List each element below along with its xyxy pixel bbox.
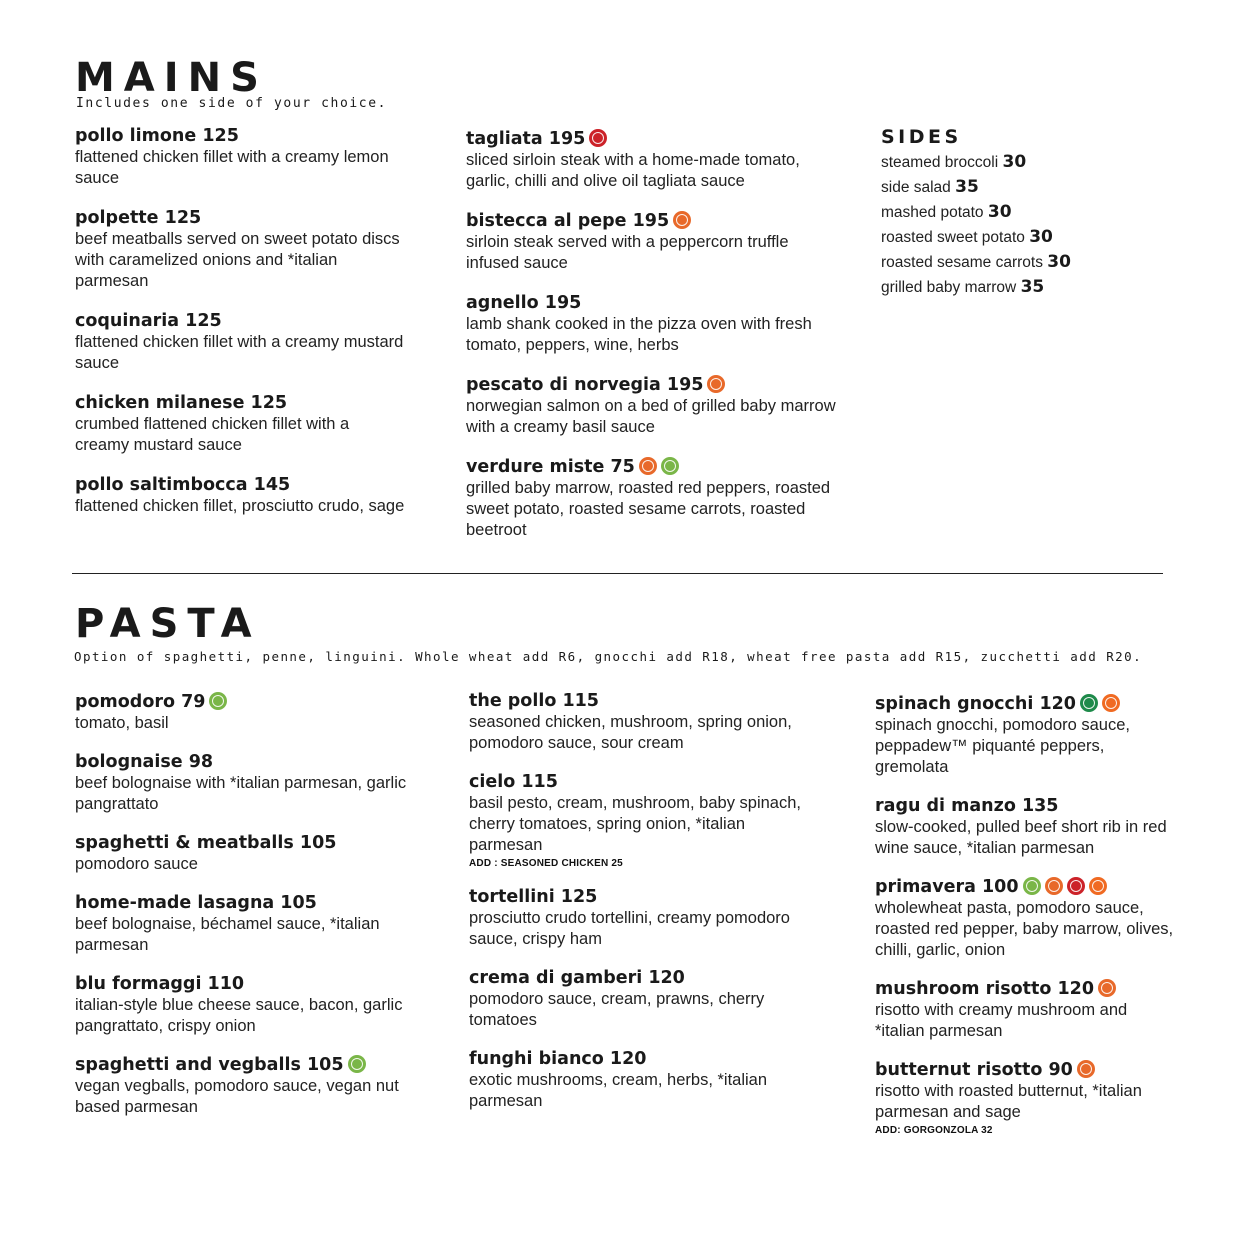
side-item-name: steamed broccoli [881,154,999,171]
menu-item-description: flattened chicken fillet, prosciutto crudo, sage [75,497,405,515]
vegan-badge-icon [348,1055,366,1073]
menu-item [466,374,846,438]
menu-item-description: tomato, basil [75,714,169,732]
menu-item-description: flattened chicken fillet with a creamy lemon sauce [75,148,389,187]
menu-item [75,892,415,956]
side-item [881,275,1141,300]
menu-item-name-text: mushroom risotto 120 [875,979,1095,999]
menu-item [875,795,1175,859]
menu-item-name [75,751,415,773]
menu-item-name-text: chicken milanese 125 [75,393,288,413]
menu-item-description: risotto with roasted butternut, *italian parmesan and sage [875,1082,1142,1121]
menu-item-name [875,978,1175,1000]
nut-badge-icon [639,457,657,475]
mains-column-2 [466,128,846,559]
menu-item-addon: ADD : SEASONED CHICKEN 25 [469,858,623,869]
menu-item-name [75,125,405,147]
menu-item [466,128,846,192]
nut-badge-icon [673,211,691,229]
menu-item-name-text: pomodoro 79 [75,692,206,712]
menu-item-description: wholewheat pasta, pomodoro sauce, roasted red pepper, baby marrow, olives, chilli, garlic, onion [875,899,1174,959]
section-divider [72,573,1163,574]
menu-item-name-text: butternut risotto 90 [875,1060,1073,1080]
menu-item-description: seasoned chicken, mushroom, spring onion, pomodoro sauce, sour cream [469,713,792,752]
menu-item-name-text: tortellini 125 [469,887,598,907]
menu-item-name-text: cielo 115 [469,772,558,792]
side-item-name: roasted sesame carrots [881,254,1043,271]
menu-item-description: grilled baby marrow, roasted red peppers, roasted sweet potato, roasted sesame carrots, roasted beetroot [466,479,831,539]
menu-item-name-text: funghi bianco 120 [469,1049,647,1069]
menu-item-description: sirloin steak served with a peppercorn truffle infused sauce [466,233,789,272]
side-item [881,250,1141,275]
mains-title: MAINS [75,55,268,101]
menu-item-name-text: crema di gamberi 120 [469,968,685,988]
side-item-name: roasted sweet potato [881,229,1025,246]
menu-item [469,1048,809,1112]
menu-item-name-text: coquinaria 125 [75,311,222,331]
menu-item-description: beef bolognaise, béchamel sauce, *italian parmesan [75,915,380,954]
menu-item [75,207,405,292]
pasta-subtitle: Option of spaghetti, penne, linguini. Whole wheat add R6, gnocchi add R18, wheat free pasta add R15, zucchetti add R20. [74,649,1143,664]
side-item-price: 30 [1029,227,1053,247]
menu-item-name [466,456,846,478]
menu-item [75,392,405,456]
chilli-badge-icon [1067,877,1085,895]
menu-item [875,978,1175,1042]
menu-item [466,210,846,274]
menu-item-description: beef bolognaise with *italian parmesan, garlic pangrattato [75,774,407,813]
menu-item-name-text: pollo limone 125 [75,126,239,146]
vegetarian-badge-icon [1080,694,1098,712]
menu-item-description: exotic mushrooms, cream, herbs, *italian parmesan [469,1071,768,1110]
menu-item-description: pomodoro sauce, cream, prawns, cherry tomatoes [469,990,765,1029]
vegan-badge-icon [209,692,227,710]
pasta-column-1 [75,691,415,1135]
menu-item-name [75,207,405,229]
side-item [881,175,1141,200]
menu-item-name-text: blu formaggi 110 [75,974,245,994]
side-item-price: 35 [1020,277,1045,297]
menu-item-name-text: agnello 195 [466,293,582,313]
menu-item [875,1059,1175,1136]
menu-item-name [469,1048,809,1070]
menu-item-name [75,310,405,332]
menu-item [469,886,809,950]
menu-item-name [75,392,405,414]
menu-item [75,751,415,815]
vegan-badge-icon [1023,877,1041,895]
nut-badge-icon [1077,1060,1095,1078]
menu-item-addon: ADD: GORGONZOLA 32 [875,1125,993,1136]
menu-item-description: beef meatballs served on sweet potato discs with caramelized onions and *italian parmesan [75,230,400,290]
menu-item [75,973,415,1037]
menu-item-name [75,892,415,914]
menu-item-name [75,691,415,713]
menu-item-description: vegan vegballs, pomodoro sauce, vegan nut based parmesan [75,1077,399,1116]
menu-item [75,1054,415,1118]
menu-item-name [75,973,415,995]
side-item [881,150,1141,175]
menu-item-description: lamb shank cooked in the pizza oven with fresh tomato, peppers, wine, herbs [466,315,812,354]
menu-item-description: crumbed flattened chicken fillet with a creamy mustard sauce [75,415,350,454]
dairy-free-badge-icon [1102,694,1120,712]
menu-item-name-text: polpette 125 [75,208,202,228]
menu-item-description: risotto with creamy mushroom and *italian parmesan [875,1001,1128,1040]
menu-item-name-text: ragu di manzo 135 [875,796,1059,816]
menu-item-description: pomodoro sauce [75,855,198,873]
side-item-price: 30 [1047,252,1071,272]
side-item [881,200,1141,225]
nut-badge-icon [1045,877,1063,895]
menu-item-name [466,374,846,396]
menu-item [75,474,405,517]
menu-item-name-text: bistecca al pepe 195 [466,211,670,231]
menu-item-name-text: pollo saltimbocca 145 [75,475,291,495]
side-item-name: mashed potato [881,204,984,221]
side-item-price: 30 [987,202,1012,222]
menu-item-name-text: verdure miste 75 [466,457,635,477]
menu-item [466,292,846,356]
side-item-price: 35 [955,177,979,197]
vegan-badge-icon [661,457,679,475]
menu-item-description: flattened chicken fillet with a creamy mustard sauce [75,333,404,372]
menu-item-name [875,795,1175,817]
menu-item-description: sliced sirloin steak with a home-made tomato, garlic, chilli and olive oil tagliata sauce [466,151,800,190]
menu-item-name-text: spinach gnocchi 120 [875,694,1076,714]
sides-title: SIDES [881,126,962,148]
nut-badge-icon [707,375,725,393]
menu-item-description: spinach gnocchi, pomodoro sauce, peppadew™ piquanté peppers, gremolata [875,716,1130,776]
menu-item-name [469,886,809,908]
menu-item-name-text: pescato di norvegia 195 [466,375,704,395]
menu-item-name [875,876,1175,898]
menu-item-name-text: primavera 100 [875,877,1019,897]
menu-item-name-text: bolognaise 98 [75,752,214,772]
pasta-title: PASTA [75,601,261,647]
menu-item-description: prosciutto crudo tortellini, creamy pomodoro sauce, crispy ham [469,909,790,948]
sides-list [881,150,1141,300]
menu-item-name-text: home-made lasagna 105 [75,893,317,913]
menu-item [466,456,846,541]
menu-item-name [875,693,1175,715]
menu-item-name [466,128,846,150]
menu-item [75,691,415,734]
menu-item [469,771,809,869]
chilli-badge-icon [589,129,607,147]
menu-item-name [466,210,846,232]
menu-item-name [466,292,846,314]
menu-item-description: slow-cooked, pulled beef short rib in red wine sauce, *italian parmesan [875,818,1167,857]
side-item [881,225,1141,250]
side-item-name: grilled baby marrow [881,279,1017,296]
side-item-price: 30 [1002,152,1027,172]
menu-item-name [469,771,809,793]
mains-subtitle: Includes one side of your choice. [76,96,388,111]
menu-item-name [75,832,415,854]
menu-item [75,125,405,189]
menu-item-description: basil pesto, cream, mushroom, baby spinach, cherry tomatoes, spring onion, *italian parmesan [469,794,801,854]
menu-item-name [75,474,405,496]
menu-item-description: norwegian salmon on a bed of grilled baby marrow with a creamy basil sauce [466,397,836,436]
menu-item [875,876,1175,961]
menu-item-name-text: tagliata 195 [466,129,586,149]
mains-column-1 [75,125,405,535]
menu-item-name [875,1059,1175,1081]
menu-item-name-text: the pollo 115 [469,691,599,711]
menu-item-description: italian-style blue cheese sauce, bacon, garlic pangrattato, crispy onion [75,996,403,1035]
menu-item-name [469,690,809,712]
menu-item-name-text: spaghetti & meatballs 105 [75,833,337,853]
side-item-name: side salad [881,179,951,196]
menu-item [469,967,809,1031]
menu-item-name [469,967,809,989]
menu-item [469,690,809,754]
menu-item [75,310,405,374]
menu-item [875,693,1175,778]
nut-badge-icon [1098,979,1116,997]
menu-item [75,832,415,875]
sides-section [881,126,1141,300]
pasta-column-2 [469,690,809,1129]
menu-item-name [75,1054,415,1076]
dairy-free-badge-icon [1089,877,1107,895]
menu-item-name-text: spaghetti and vegballs 105 [75,1055,344,1075]
pasta-column-3 [875,693,1175,1153]
